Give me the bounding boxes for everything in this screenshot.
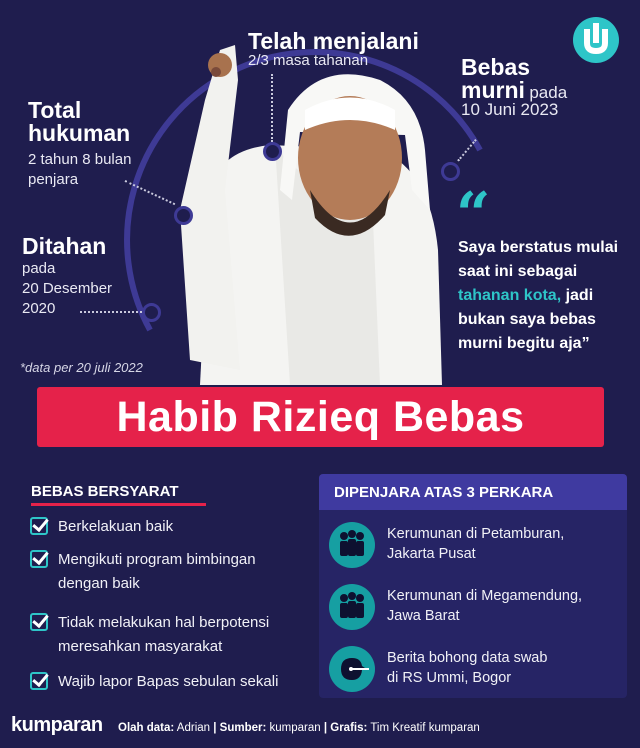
u-logo-icon [573,17,619,63]
credits [118,722,480,734]
condition-item [30,611,310,659]
credit-sumber-value: kumparan [266,722,324,734]
condition-text: Mengikuti program bimbingan dengan baik [58,551,256,592]
swab-icon [329,646,375,692]
quote-mark-icon: “ [456,180,491,250]
credit-olah-label: Olah data: [118,722,175,734]
condition-text: Berkelakuan baik [58,518,174,535]
total-hukuman-detail [28,150,131,190]
checkbox-icon [30,613,48,631]
case-text [387,524,564,564]
case-line2: Jakarta Pusat [387,546,476,562]
case-line2: di RS Ummi, Bogor [387,670,512,686]
crowd-icon [329,522,375,568]
ditahan-line3: 2020 [22,300,56,317]
ditahan-line2: 20 Desember [22,280,113,297]
quote-text [458,236,633,356]
credit-grafis-value: Tim Kreatif kumparan [367,722,480,734]
speaker-photo [180,40,460,385]
total-detail-line2: penjara [28,171,79,188]
case-line1: Kerumunan di Megamendung, [387,588,583,604]
connector-menjalani [271,74,273,142]
connector-ditahan [80,311,142,313]
credit-separator: | [213,722,217,734]
bersyarat-underline [31,503,206,506]
kumparan-logo: kumparan [11,714,103,736]
condition-item [30,515,300,539]
ditahan-detail [22,259,112,319]
checkbox-icon [30,672,48,690]
total-detail-line1: 2 tahun 8 bulan [28,151,132,168]
quote-part2: jadi bukan saya bebas murni begitu aja” [458,287,596,352]
kumparan-u-logo [573,17,619,63]
case-text [387,648,547,688]
checkbox-icon [30,550,48,568]
case-text [387,586,582,626]
crowd-icon-svg [329,584,375,630]
credit-sumber-label: Sumber: [219,722,267,734]
case-line1: Kerumunan di Petamburan, [387,526,565,542]
timeline-dot-ditahan [142,303,161,322]
case-line1: Berita bohong data swab [387,650,548,666]
total-hukuman-title [28,99,130,145]
quote-part1: Saya berstatus mulai saat ini sebagai [458,239,619,280]
timeline-dot-total [174,206,193,225]
page-title: Habib Rizieq Bebas [116,393,525,441]
timeline-dot-bebas [441,162,460,181]
bersyarat-heading: BEBAS BERSYARAT [31,483,179,500]
crowd-icon-svg [329,522,375,568]
condition-item [30,548,300,596]
menjalani-detail: 2/3 masa tahanan [248,52,369,69]
title-banner [37,387,604,447]
data-note: *data per 20 juli 2022 [20,360,143,375]
bebas-date: 10 Juni 2023 [461,100,559,119]
bebas-title1: Bebas [461,54,531,80]
menjalani-title: Telah menjalani [248,28,419,54]
ditahan-title: Ditahan [22,233,107,259]
condition-text: Tidak melakukan hal berpotensi meresahkan masyarakat [58,614,270,655]
credit-grafis-label: Grafis: [330,722,368,734]
crowd-icon [329,584,375,630]
total-title-line2: hukuman [28,120,131,146]
ditahan-line1: pada [22,260,56,277]
credit-olah-value: Adrian [174,722,214,734]
condition-text: Wajib lapor Bapas sebulan sekali [58,673,279,690]
swab-icon-svg [329,646,375,692]
credit-separator: | [323,722,328,734]
perkara-heading: DIPENJARA ATAS 3 PERKARA [319,474,627,510]
timeline-dot-menjalani [263,142,282,161]
case-line2: Jawa Barat [387,608,460,624]
condition-item [30,670,320,694]
checkbox-icon [30,517,48,535]
quote-highlight: tahanan kota, [458,287,562,304]
total-title-line1: Total [28,97,82,123]
perkara-panel [319,474,627,698]
bebas-title2: murni [461,77,525,103]
bebas-suffix: pada [529,83,568,102]
